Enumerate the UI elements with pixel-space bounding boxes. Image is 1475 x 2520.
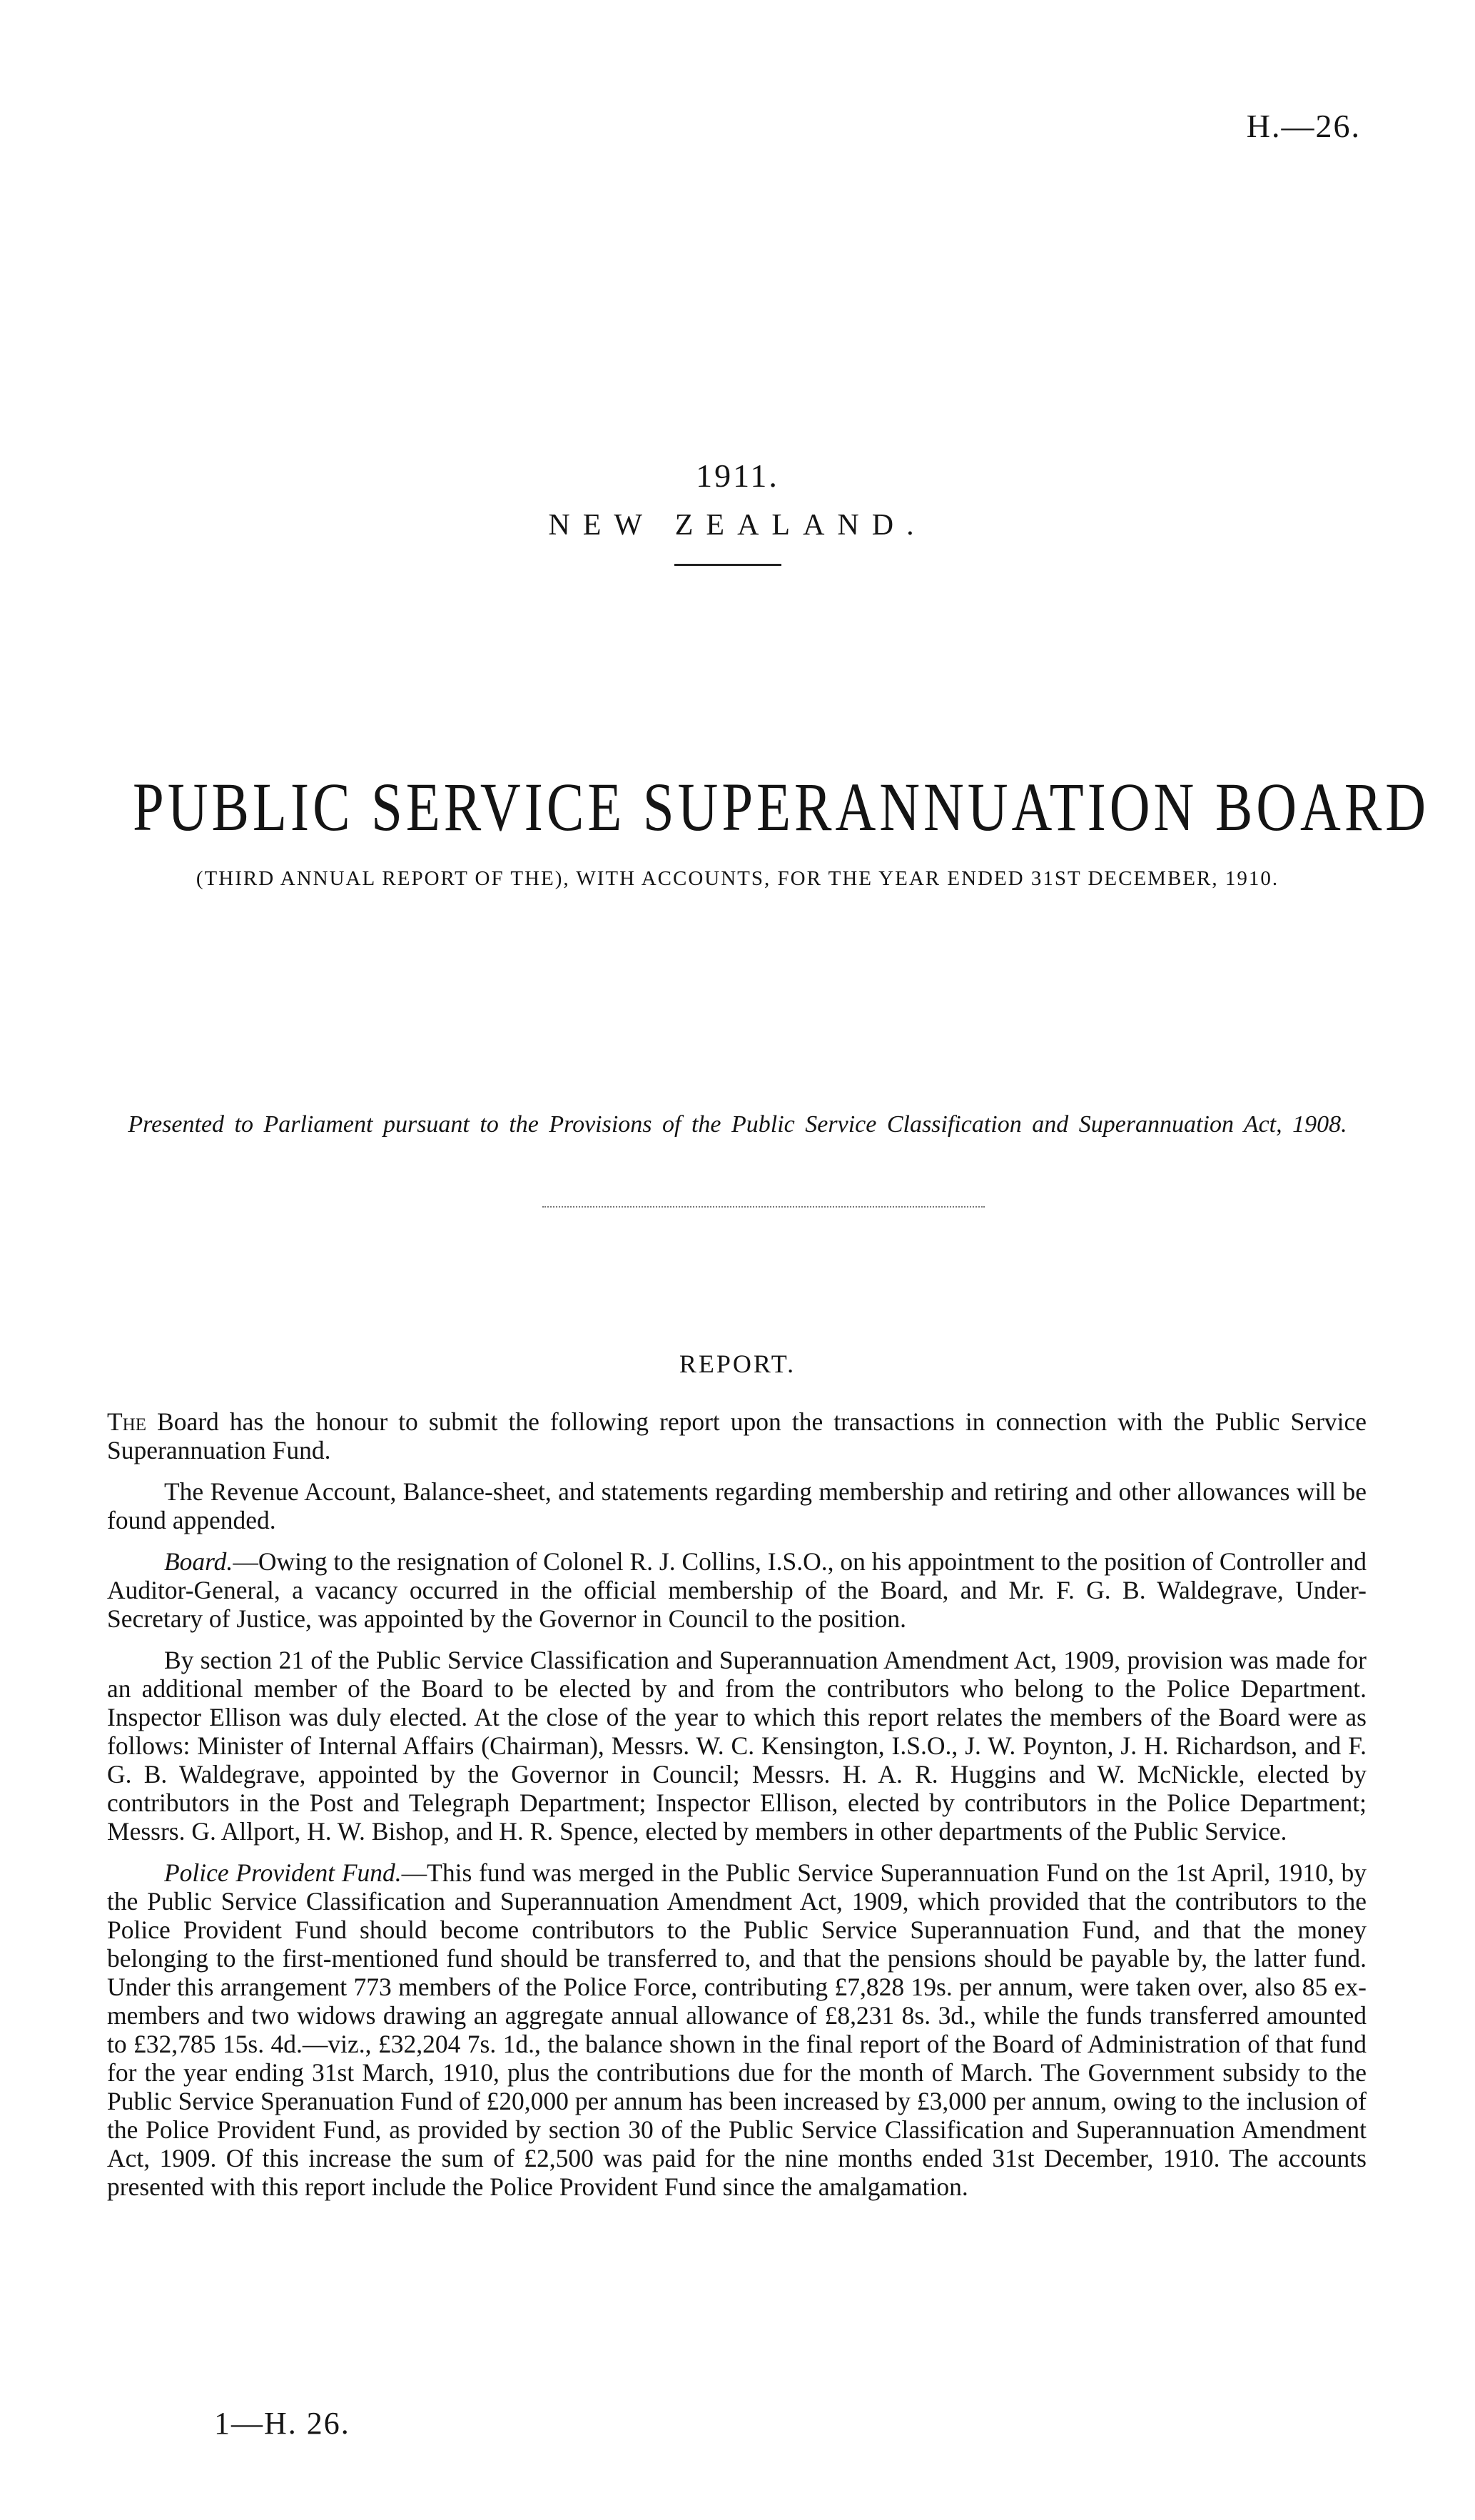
document-title: PUBLIC SERVICE SUPERANNUATION BOARD: [133, 769, 1430, 845]
signature-mark: 1—H. 26.: [214, 2406, 350, 2441]
report-body: [107, 1407, 1367, 2214]
paragraph-text: —This fund was merged in the Public Service Superannuation Fund on the 1st April, 1910, by the Public Service Classification and Superannuation Amendment Act, 1909, which provided that the contributors to the Police Provident Fund should become contributors to the Public Service Superannuation Fund, and that the money belonging to the first-mentioned fund should be transferred to, and that the pensions should be payable by, the latter fund. Under this arrangement 773 members of the Police Force, contributing £7,828 19s. per annum, were taken over, also 85 ex-members and two widows drawing an aggregate annual allowance of £8,231 8s. 3d., while the funds transferred amounted to £32,785 15s. 4d.—viz., £32,204 7s. 1d., the balance shown in the final report of the Board of Administration of that fund for the year ending 31st March, 1910, plus the contributions due for the month of March. The Government subsidy to the Public Service Speranuation Fund of £20,000 per annum has been increased by £3,000 per annum, owing to the inclusion of the Police Provident Fund, as provided by section 30 of the Public Service Classification and Superannuation Amendment Act, 1909. Of this increase the sum of £2,500 was paid for the nine months ended 31st December, 1910. The accounts presented with this report include the Police Provident Fund since the amalgamation.: [107, 1858, 1367, 2201]
paragraph-text: Board has the honour to submit the following report upon the transactions in connection with the Public Service Superannuation Fund.: [107, 1407, 1367, 1464]
presented-note: Presented to Parliament pursuant to the Provisions of the Public Service Classification and Superannuation Act, 1908.: [128, 1111, 1347, 1138]
paragraph-lead: The: [107, 1407, 147, 1436]
paragraph-police-fund: [107, 1858, 1367, 2201]
paragraph-board: [107, 1547, 1367, 1633]
year: 1911.: [696, 457, 779, 494]
report-heading: REPORT.: [679, 1350, 796, 1378]
paragraph-lead: Police Provident Fund.: [164, 1858, 402, 1887]
title-rule: [674, 564, 781, 566]
paragraph-appendices: The Revenue Account, Balance-sheet, and statements regarding membership and retiring and other allowances will be found appended.: [107, 1477, 1367, 1534]
paragraph-intro: [107, 1407, 1367, 1464]
paragraph-text: —Owing to the resignation of Colonel R. J. Collins, I.S.O., on his appointment to the position of Controller and Auditor-General, a vacancy occurred in the official membership of the Board, and Mr. F. G. B. Waldegrave, Under-Secretary of Justice, was appointed by the Governor in Council to the position.: [107, 1547, 1367, 1633]
document-subtitle: (THIRD ANNUAL REPORT OF THE), WITH ACCOUNTS, FOR THE YEAR ENDED 31ST DECEMBER, 1910.: [196, 867, 1279, 890]
paragraph-lead: Board.: [164, 1547, 233, 1576]
section-rule: [542, 1206, 985, 1208]
page-reference: H.—26.: [1246, 108, 1361, 144]
country: NEW ZEALAND.: [548, 509, 927, 542]
paragraph-members: By section 21 of the Public Service Classification and Superannuation Amendment Act, 1909, provision was made for an additional member of the Board to be elected by and from the contributors who belong to the Police Department. Inspector Ellison was duly elected. At the close of the year to which this report relates the members of the Board were as follows: Minister of Internal Affairs (Chairman), Messrs. W. C. Kensington, I.S.O., J. W. Poynton, J. H. Richardson, and F. G. B. Waldegrave, appointed by the Governor in Council; Messrs. H. A. R. Huggins and W. McNickle, elected by contributors in the Post and Telegraph Department; Inspector Ellison, elected by contributors in the Police Department; Messrs. G. Allport, H. W. Bishop, and H. R. Spence, elected by members in other departments of the Public Service.: [107, 1646, 1367, 1846]
